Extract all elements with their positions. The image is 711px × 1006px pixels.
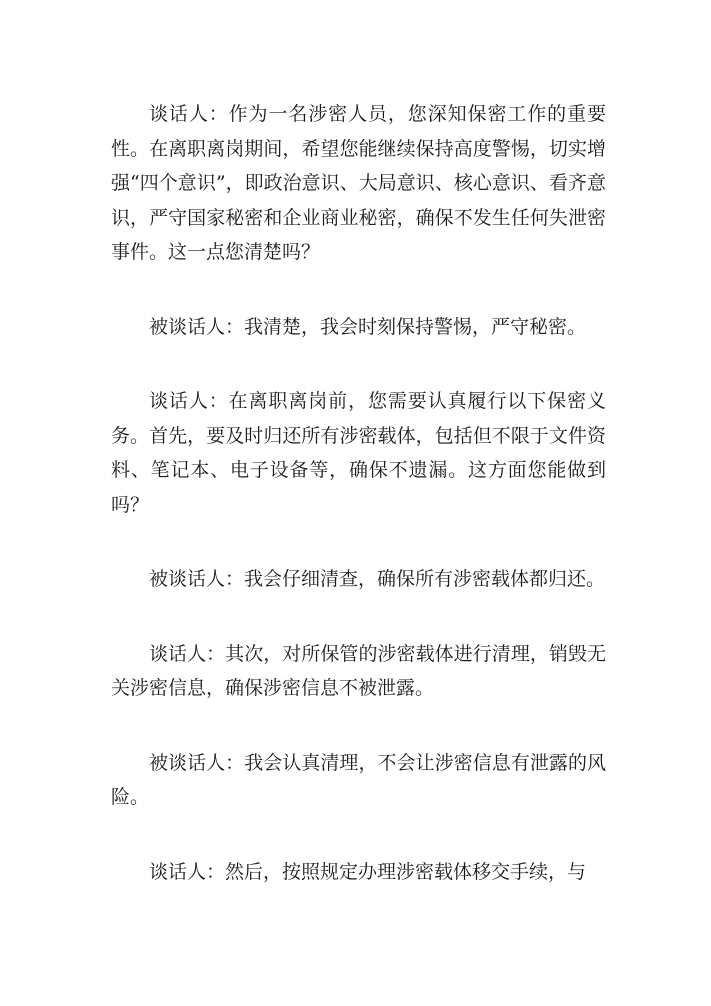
paragraph-interviewer-1: 谈话人：作为一名涉密人员，您深知保密工作的重要性。在离职离岗期间，希望您能继续保持高度警惕，切实增强“四个意识”，即政治意识、大局意识、核心意识、看齐意识，严守国家秘密和企业商业秘密，确保不发生任何失泄密事件。这一点您清楚吗？ xyxy=(111,103,606,263)
paragraph-interviewer-3: 谈话人：其次，对所保管的涉密载体进行清理，销毁无关涉密信息，确保涉密信息不被泄露。 xyxy=(111,642,606,699)
paragraph-interviewer-2: 谈话人：在离职离岗前，您需要认真履行以下保密义务。首先，要及时归还所有涉密载体，包括但不限于文件资料、笔记本、电子设备等，确保不遗漏。这方面您能做到吗？ xyxy=(111,390,606,516)
paragraph-interviewee-2: 被谈话人：我会仔细清查，确保所有涉密载体都归还。 xyxy=(149,568,606,590)
document-page xyxy=(111,97,606,889)
paragraph-interviewer-4: 谈话人：然后，按照规定办理涉密载体移交手续，与 xyxy=(149,860,587,883)
paragraph-interviewee-1: 被谈话人：我清楚，我会时刻保持警惕，严守秘密。 xyxy=(149,315,587,338)
paragraph-interviewee-3: 被谈话人：我会认真清理，不会让涉密信息有泄露的风险。 xyxy=(111,751,606,808)
